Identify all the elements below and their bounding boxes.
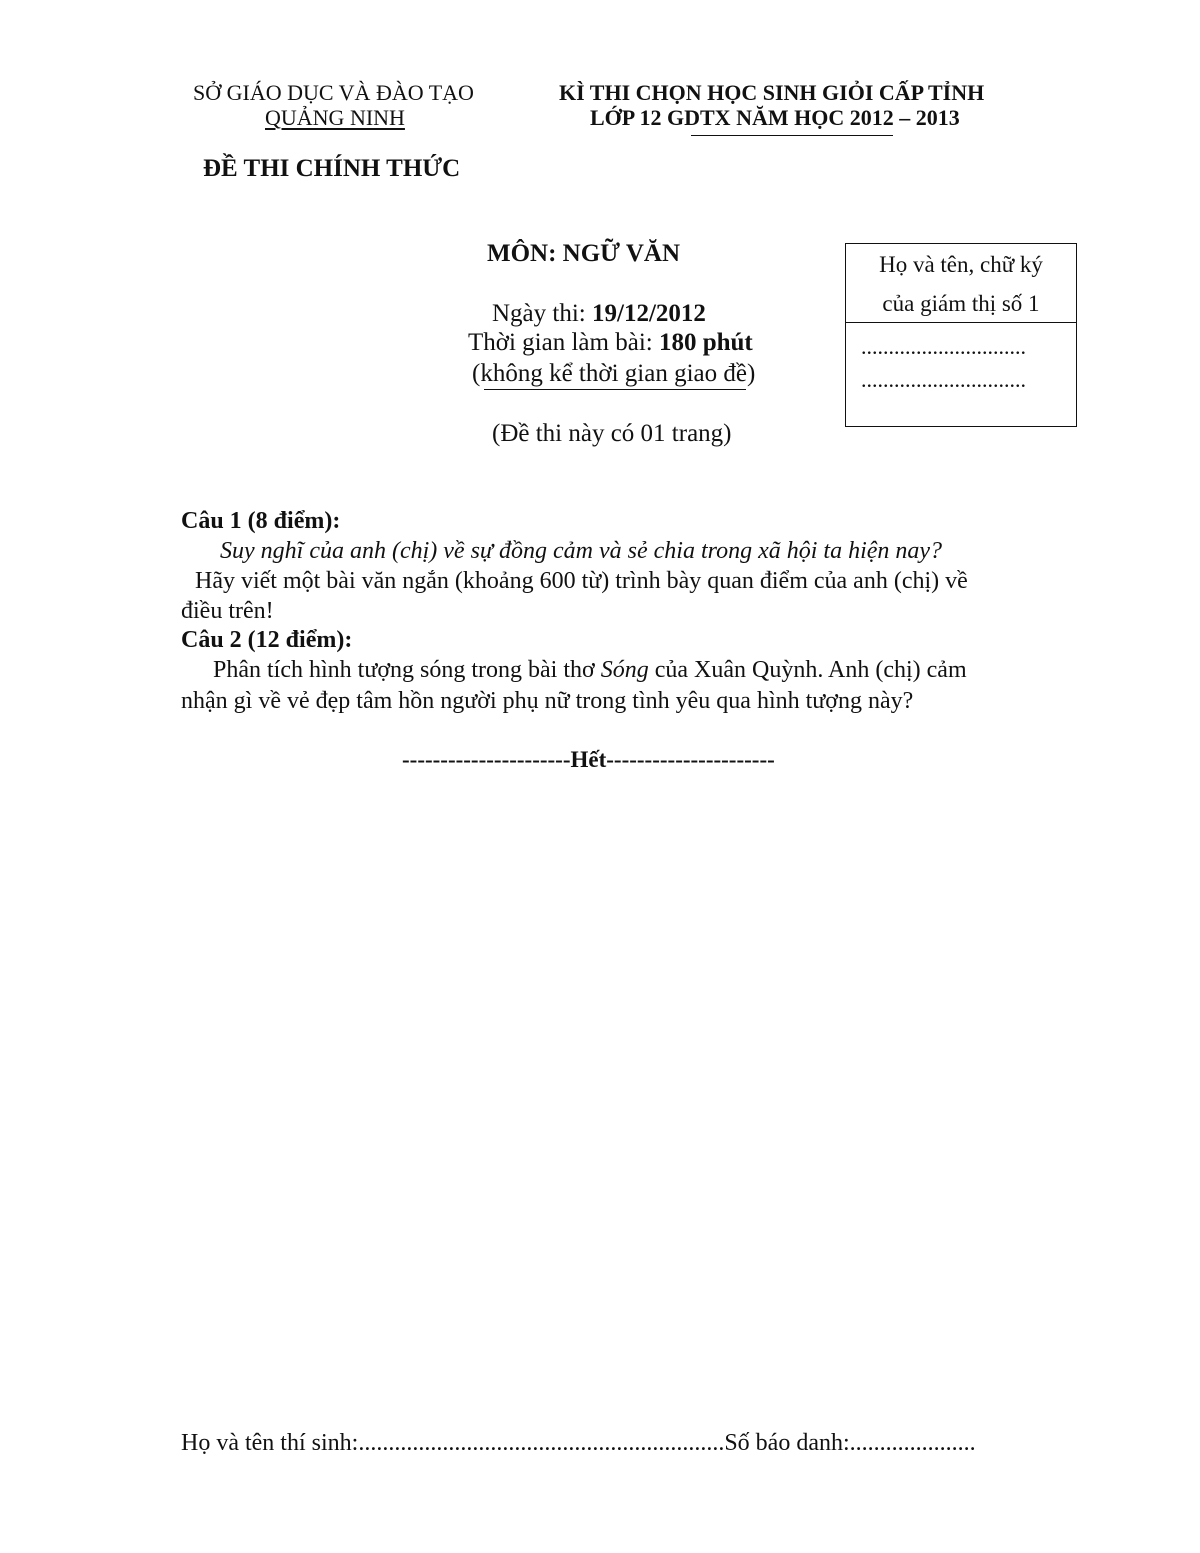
subject-title: MÔN: NGỮ VĂN bbox=[487, 240, 681, 267]
supervisor-signature-line1: .............................. bbox=[861, 334, 1026, 359]
info-divider bbox=[484, 389, 746, 390]
supervisor-heading-line2: của giám thị số 1 bbox=[882, 291, 1040, 316]
end-mark: ----------------------Hết---------------------- bbox=[402, 747, 775, 772]
exam-date bbox=[492, 300, 706, 328]
candidate-info-line: Họ và tên thí sinh:.............................................................Số báo danh:..................... bbox=[181, 1430, 976, 1456]
page-count-note: (Đề thi này có 01 trang) bbox=[492, 420, 732, 447]
supervisor-box-heading bbox=[846, 244, 1076, 323]
org-name-line1: SỞ GIÁO DỤC VÀ ĐÀO TẠO bbox=[193, 80, 474, 105]
exam-title-line1: KÌ THI CHỌN HỌC SINH GIỎI CẤP TỈNH bbox=[559, 80, 985, 105]
question-2-text-a: Phân tích hình tượng sóng trong bài thơ bbox=[213, 657, 601, 683]
org-name-line2: QUẢNG NINH bbox=[265, 105, 405, 130]
question-2-text-b: của Xuân Quỳnh. Anh (chị) cảm bbox=[648, 657, 967, 683]
duration-label: Thời gian làm bài: bbox=[468, 329, 659, 356]
official-label: ĐỀ THI CHÍNH THỨC bbox=[203, 155, 461, 182]
exam-title-line2: LỚP 12 GDTX NĂM HỌC 2012 – 2013 bbox=[590, 105, 960, 130]
supervisor-signature-line2: .............................. bbox=[861, 367, 1026, 392]
exam-duration bbox=[468, 329, 753, 357]
question-2-body-line1 bbox=[213, 657, 967, 684]
question-2-body-line2: nhận gì về vẻ đẹp tâm hồn người phụ nữ trong tình yêu qua hình tượng này? bbox=[181, 688, 914, 714]
question-1-prompt: Suy nghĩ của anh (chị) về sự đồng cảm và sẻ chia trong xã hội ta hiện nay? bbox=[220, 538, 943, 564]
exam-date-value: 19/12/2012 bbox=[592, 300, 706, 327]
question-1-body-line2: điều trên! bbox=[181, 598, 274, 624]
supervisor-heading-line1: Họ và tên, chữ ký bbox=[879, 252, 1043, 277]
question-1-title: Câu 1 (8 điểm): bbox=[181, 508, 341, 534]
duration-note: (không kể thời gian giao đề) bbox=[472, 360, 756, 387]
title-divider bbox=[691, 135, 893, 136]
question-2-title: Câu 2 (12 điểm): bbox=[181, 627, 353, 653]
supervisor-signature-box bbox=[845, 243, 1077, 427]
exam-date-label: Ngày thi: bbox=[492, 300, 592, 327]
duration-value: 180 phút bbox=[658, 329, 753, 356]
question-1-body-line1: Hãy viết một bài văn ngắn (khoảng 600 từ) trình bày quan điểm của anh (chị) về bbox=[195, 568, 968, 594]
poem-title: Sóng bbox=[600, 657, 649, 683]
